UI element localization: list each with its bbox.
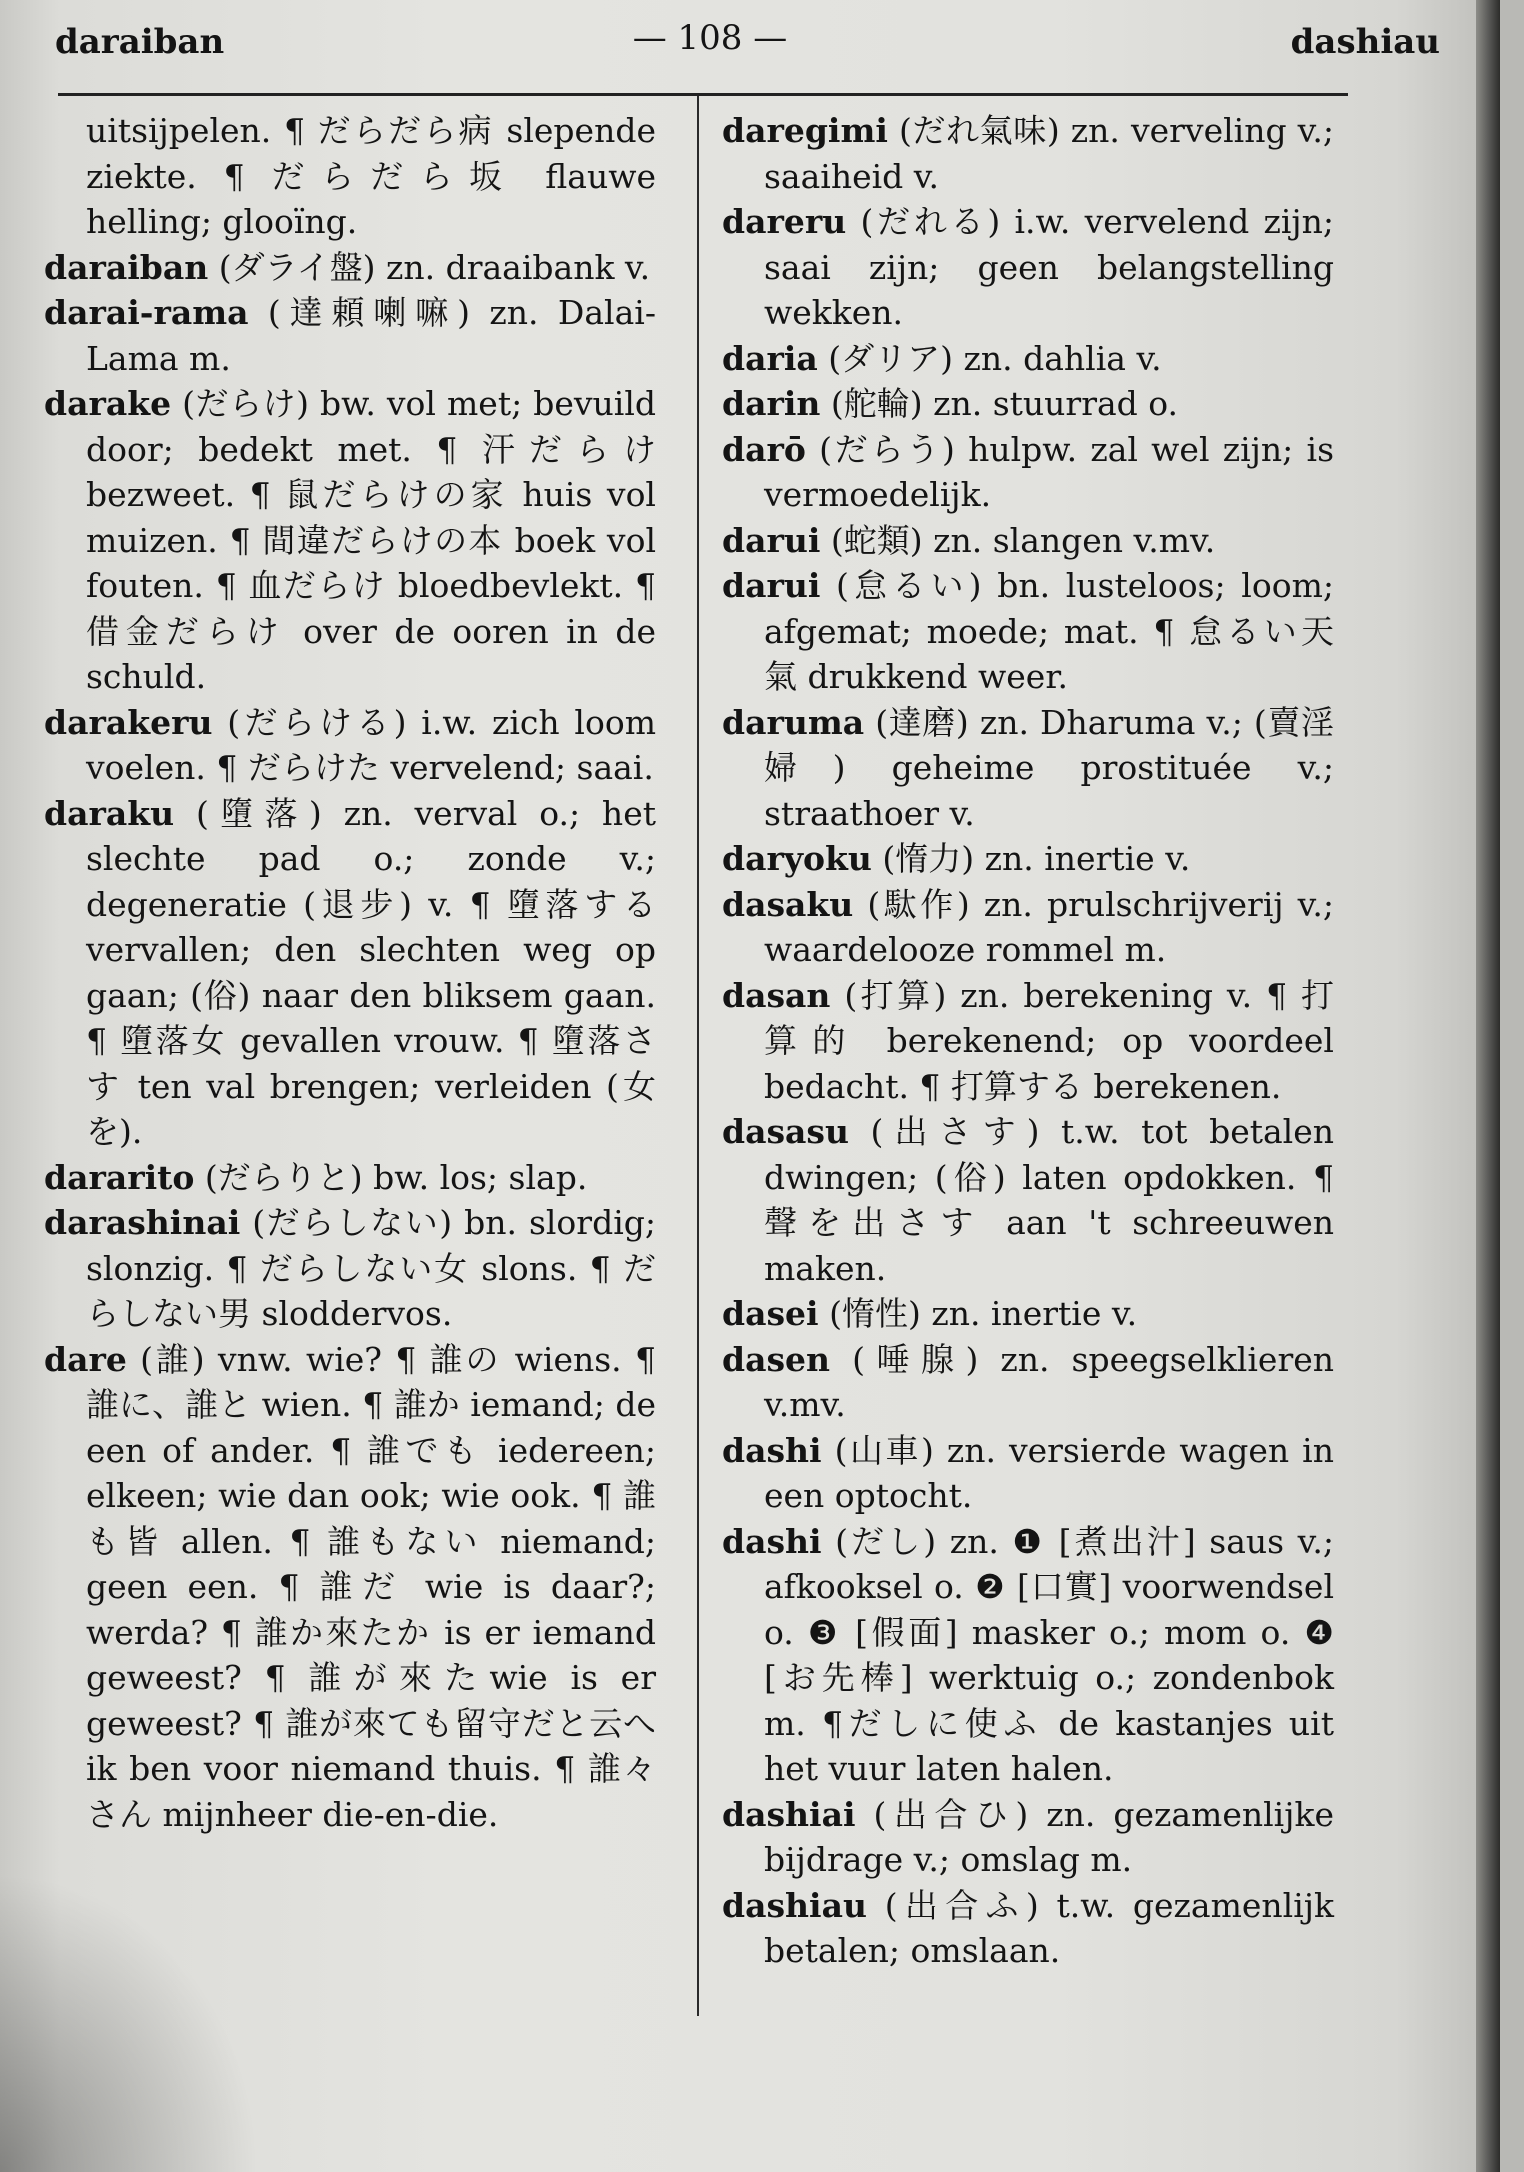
definition-text: (だらけ) bw. vol met; bevuild door; bedekt met. ¶ 汗だらけ bezweet. ¶ 鼠だらけの家 huis vol muizen. ¶ 間違だらけの本 boek vol fouten. ¶ 血だらけ bloedbevlekt. ¶ 借金だらけ over de ooren in de schuld. [86, 384, 656, 696]
dictionary-entry [722, 108, 1334, 199]
headword: dasasu [722, 1112, 849, 1151]
headword: dashiau [722, 1885, 867, 1925]
dictionary-entry [722, 563, 1334, 700]
headword: daria [722, 338, 818, 378]
definition-text: (だらしない) bn. slordig; slonzig. ¶ だらしない女 slons. ¶ だらしない男 sloddervos. [86, 1203, 656, 1333]
definition-text: (山車) zn. versierde wagen in een optocht. [764, 1430, 1334, 1515]
headword: dasaku [722, 884, 854, 924]
right-guide-word: dashiau [1290, 22, 1440, 62]
headword: daruma [722, 702, 865, 742]
dictionary-entry [722, 1291, 1334, 1337]
definition-text: (だし) zn. ❶ [煮出汁] saus v.; afkooksel o. ❷ [口實] voorwendsel o. ❸ [假面] masker o.; mom o. ❹ [お先棒] werktuig o.; zondenbok m. ¶だしに使ふ de kastanjes uit het vuur laten halen. [764, 1521, 1334, 1788]
headword: daraiban [44, 247, 209, 287]
headword: dareru [722, 202, 847, 241]
definition-text: (唾腺) zn. speegselklieren v.mv. [764, 1339, 1335, 1424]
page-number: — 108 — [632, 18, 788, 58]
column-divider [697, 96, 699, 2016]
definition-text: (だれ氣味) zn. verveling v.; saaiheid v. [764, 111, 1334, 196]
definition-text: (だらう) hulpw. zal wel zijn; is vermoedelijk. [764, 429, 1334, 514]
dictionary-entry [722, 1337, 1334, 1428]
dictionary-entry [722, 381, 1334, 427]
left-column [44, 108, 656, 1837]
definition-text: (駄作) zn. prulschrijverij v.; waardelooze rommel m. [764, 884, 1334, 969]
headword: dasan [722, 975, 831, 1015]
headword: dasen [722, 1339, 831, 1379]
dictionary-entry [44, 1337, 656, 1838]
headword: dashi [722, 1430, 822, 1470]
headword: darai-rama [44, 293, 249, 332]
definition-text: (出合ふ) t.w. gezamenlijk betalen; omslaan. [764, 1885, 1334, 1970]
headword: dare [44, 1339, 127, 1379]
dictionary-entry [722, 1428, 1334, 1519]
definition-text: (蛇類) zn. slangen v.mv. [830, 520, 1216, 560]
definition-text: (惰力) zn. inertie v. [882, 839, 1191, 878]
headword: darui [722, 520, 821, 560]
dictionary-entry [44, 381, 656, 700]
headword: dashi [722, 1521, 822, 1561]
definition-text: (惰性) zn. inertie v. [829, 1294, 1138, 1333]
dictionary-entry [44, 290, 656, 381]
right-column [722, 108, 1334, 1974]
definition-text: (怠るい) bn. lusteloos; loom; afgemat; moede; mat. ¶ 怠るい天氣 drukkend weer. [764, 566, 1334, 696]
definition-text: (達磨) zn. Dharuma v.; (賣淫婦) geheime prostituée v.; straathoer v. [764, 702, 1334, 833]
dictionary-entry [44, 1155, 656, 1201]
headword: daryoku [722, 839, 872, 878]
dictionary-entry [722, 1792, 1334, 1883]
headword: dashiai [722, 1794, 856, 1834]
headword: dararito [44, 1157, 195, 1197]
dictionary-entry [722, 336, 1334, 382]
dictionary-entry [722, 882, 1334, 973]
corner-shadow [0, 1872, 260, 2172]
definition-text: uitsijpelen. ¶ だらだら病 slepende ziekte. ¶ だらだら坂 flauwe helling; glooïng. [86, 111, 656, 241]
header-rule [58, 93, 1348, 96]
dictionary-entry [44, 791, 656, 1155]
definition-text: (打算) zn. berekening v. ¶ 打算的 berekenend; op voordeel bedacht. ¶ 打算する berekenen. [764, 975, 1334, 1106]
definition-text: (墮落) zn. verval o.; het slechte pad o.; zonde v.; degeneratie (退步) v. ¶ 墮落する vervallen; den slechten weg op gaan; (俗) naar den bliksem gaan. ¶ 墮落女 gevallen vrouw. ¶ 墮落さす ten val brengen; verleiden (女を). [86, 793, 656, 1151]
headword: daregimi [722, 111, 888, 150]
headword: darakeru [44, 702, 213, 742]
dictionary-entry [722, 973, 1334, 1110]
dictionary-entry [44, 1200, 656, 1337]
dictionary-entry [722, 427, 1334, 518]
dictionary-entry [722, 1519, 1334, 1792]
dictionary-entry [44, 700, 656, 791]
dictionary-entry [722, 836, 1334, 882]
headword: daraku [44, 793, 175, 833]
dictionary-entry [44, 245, 656, 291]
book-gutter [1476, 0, 1500, 2172]
dictionary-entry [44, 108, 656, 245]
headword: darin [722, 384, 821, 423]
definition-text: (出さす) t.w. tot betalen dwingen; (俗) laten opdokken. ¶ 聲を出さす aan 't schreeuwen maken. [764, 1112, 1334, 1288]
definition-text: (ダリア) zn. dahlia v. [828, 338, 1162, 378]
definition-text: (ダライ盤) zn. draaibank v. [218, 247, 651, 287]
headword: darashinai [44, 1203, 241, 1242]
dictionary-entry [722, 518, 1334, 564]
left-guide-word: daraiban [55, 22, 225, 62]
headword: dasei [722, 1294, 819, 1333]
dictionary-entry [722, 700, 1334, 837]
dictionary-entry [722, 1109, 1334, 1291]
headword: darake [44, 384, 172, 423]
definition-text: (だらける) i.w. zich loom voelen. ¶ だらけた vervelend; saai. [86, 702, 656, 787]
dictionary-entry [722, 1883, 1334, 1974]
definition-text: (だらりと) bw. los; slap. [204, 1157, 588, 1197]
definition-text: (達頼喇嘛) zn. Dalai-Lama m. [86, 293, 656, 378]
definition-text: (誰) vnw. wie? ¶ 誰の wiens. ¶ 誰に、誰と wien. ¶ 誰か iemand; de een of ander. ¶ 誰でも iedereen; elkeen; wie dan ook; wie ook. ¶ 誰も皆 allen. ¶ 誰もない niemand; geen een. ¶ 誰だ wie is daar?; werda? ¶ 誰か來たか is er iemand geweest? ¶ 誰が來たwie is er geweest? ¶ 誰が來ても留守だと云へ ik ben voor niemand thuis. ¶ 誰々さん mijnheer die-en-die. [86, 1339, 656, 1834]
headword: darō [722, 429, 806, 469]
definition-text: (舵輪) zn. stuurrad o. [830, 384, 1179, 423]
headword: darui [722, 566, 821, 605]
definition-text: (出合ひ) zn. gezamenlijke bijdrage v.; omslag m. [764, 1794, 1334, 1879]
definition-text: (だれる) i.w. vervelend zijn; saai zijn; geen belangstelling wekken. [764, 202, 1334, 332]
dictionary-entry [722, 199, 1334, 336]
